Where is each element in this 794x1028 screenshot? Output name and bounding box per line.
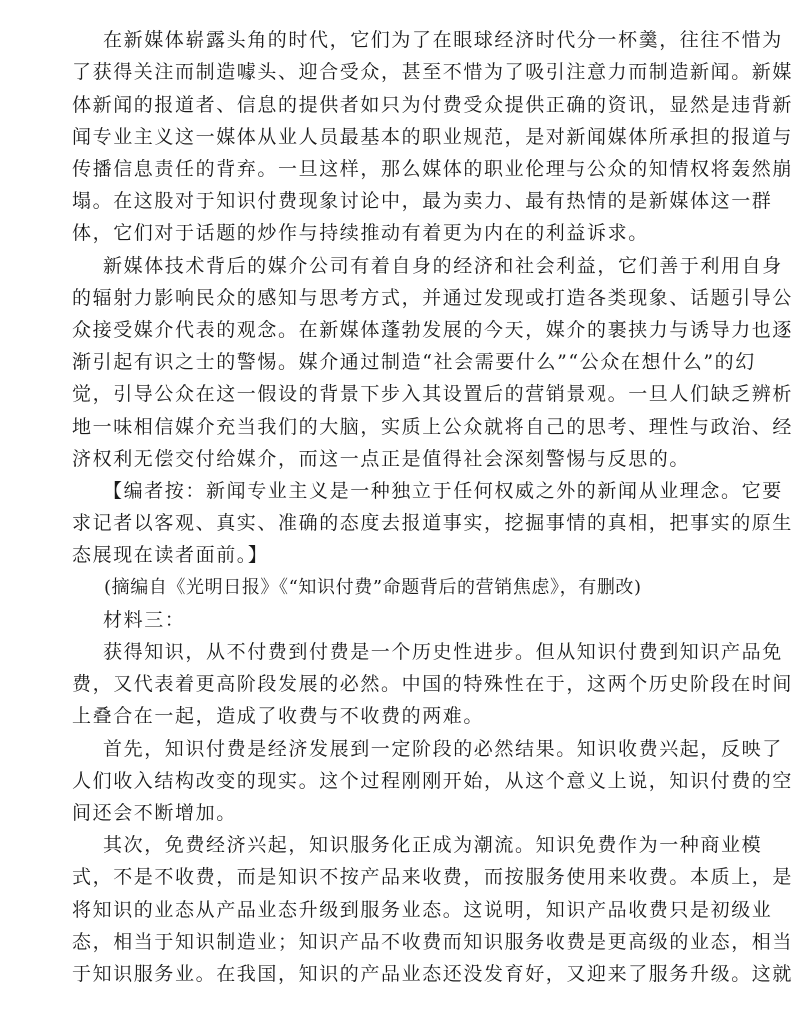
paragraph-2-line-1: 新媒体技术背后的媒介公司有着自身的经济和社会利益，它们善于利用自身 bbox=[103, 255, 783, 277]
paragraph-5-line-3: 将知识的业态从产品业态升级到服务业态。这说明，知识产品收费只是初级业 bbox=[72, 899, 773, 921]
editor-note-line-2: 求记者以客观、真实、准确的态度去报道事实，挖掘事情的真相，把事实的原生 bbox=[72, 512, 794, 534]
paragraph-2-line-2: 的辐射力影响民众的感知与思考方式，并通过发现或打造各类现象、话题引导公 bbox=[72, 287, 794, 309]
paragraph-1-line-2: 了获得关注而制造噱头、迎合受众，甚至不惜为了吸引注意力而制造新闻。新媒 bbox=[72, 61, 794, 83]
paragraph-1-line-1: 在新媒体崭露头角的时代，它们为了在眼球经济时代分一杯羹，往往不惜为 bbox=[103, 29, 783, 51]
paragraph-3-line-1: 获得知识，从不付费到付费是一个历史性进步。但从知识付费到知识产品免 bbox=[103, 641, 783, 663]
paragraph-1-line-6: 塌。在这股对于知识付费现象讨论中，最为卖力、最有热情的是新媒体这一群 bbox=[72, 190, 773, 212]
paragraph-2-line-5: 觉，引导公众在这一假设的背景下步入其设置后的营销景观。一旦人们缺乏辨析 bbox=[72, 383, 794, 405]
paragraph-5-line-1: 其次，免费经济兴起，知识服务化正成为潮流。知识免费作为一种商业模 bbox=[103, 834, 763, 856]
paragraph-1-line-3: 体新闻的报道者、信息的提供者如只为付费受众提供正确的资讯，显然是违背新 bbox=[72, 94, 794, 116]
paragraph-4-line-2: 人们收入结构改变的现实。这个过程刚刚开始，从这个意义上说，知识付费的空 bbox=[72, 770, 794, 792]
material-three-heading: 材料三： bbox=[103, 609, 186, 631]
paragraph-4-line-3: 间还会不断增加。 bbox=[72, 802, 237, 824]
editor-note-line-1: 【编者按：新闻专业主义是一种独立于任何权威之外的新闻从业理念。它要 bbox=[103, 480, 783, 502]
paragraph-5-line-2: 式，不是不收费，而是知识不按产品来收费，而按服务使用来收费。本质上，是 bbox=[72, 866, 794, 888]
source-citation: (摘编自《光明日报》《“知识付费”命题背后的营销焦虑》，有删改) bbox=[104, 577, 642, 598]
paragraph-1-line-5: 传播信息责任的背弃。一旦这样，那么媒体的职业伦理与公众的知情权将轰然崩 bbox=[72, 158, 794, 180]
paragraph-5-line-5: 于知识服务业。在我国，知识的产品业态还没发育好，又迎来了服务升级。这就 bbox=[72, 963, 794, 985]
editor-note-line-3: 态展现在读者面前。】 bbox=[72, 544, 269, 566]
paragraph-2-line-3: 众接受媒介代表的观念。在新媒体蓬勃发展的今天，媒介的裹挟力与诱导力也逐 bbox=[72, 319, 794, 341]
paragraph-1-line-4: 闻专业主义这一媒体从业人员最基本的职业规范，是对新闻媒体所承担的报道与 bbox=[72, 126, 794, 148]
paragraph-3-line-2: 费，又代表着更高阶段发展的必然。中国的特殊性在于，这两个历史阶段在时间 bbox=[72, 673, 794, 695]
paragraph-2-line-6: 地一味相信媒介充当我们的大脑，实质上公众就将自己的思考、理性与政治、经 bbox=[72, 416, 794, 438]
paragraph-3-line-3: 上叠合在一起，造成了收费与不收费的两难。 bbox=[72, 705, 485, 727]
paragraph-5-line-4: 态，相当于知识制造业；知识产品不收费而知识服务收费是更高级的业态，相当 bbox=[72, 931, 794, 953]
paragraph-4-line-1: 首先，知识付费是经济发展到一定阶段的必然结果。知识收费兴起，反映了 bbox=[103, 738, 783, 760]
paragraph-2-line-4: 渐引起有识之士的警惕。媒介通过制造“社会需要什么”“公众在想什么”的幻 bbox=[72, 351, 756, 373]
paragraph-2-line-7: 济权利无偿交付给媒介，而这一点正是值得社会深刻警惕与反思的。 bbox=[72, 448, 691, 470]
paragraph-1-line-7: 体，它们对于话题的炒作与持续推动有着更为内在的利益诉求。 bbox=[72, 222, 649, 244]
